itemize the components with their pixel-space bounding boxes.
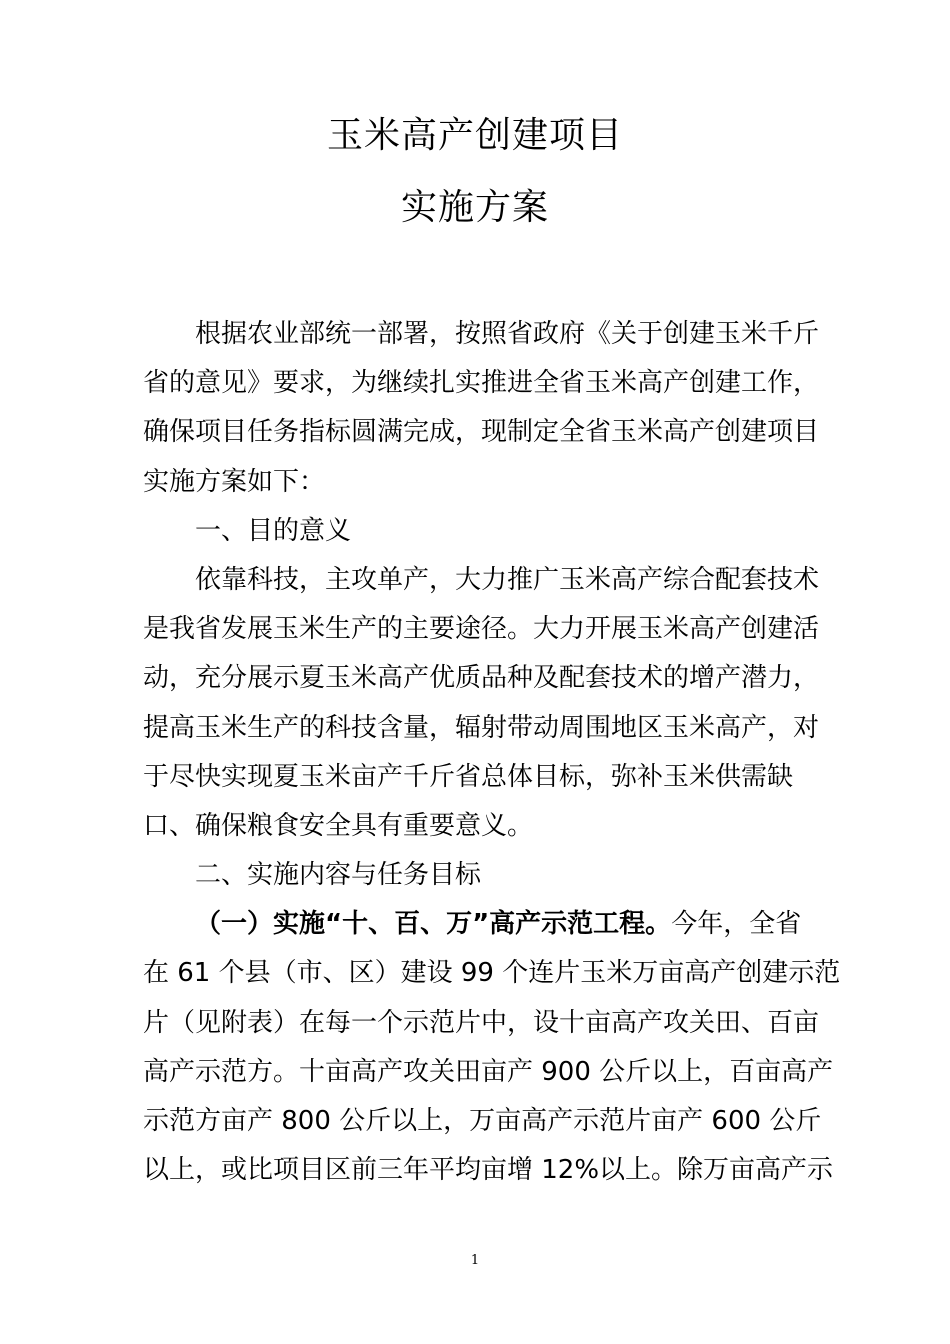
paragraph-3-line-3: 片（见附表）在每一个示范片中，设十亩高产攻关田、百亩 bbox=[143, 1007, 820, 1038]
paragraph-2-line-1: 依靠科技，主攻单产，大力推广玉米高产综合配套技术 bbox=[195, 564, 820, 595]
paragraph-2-line-5: 于尽快实现夏玉米亩产千斤省总体目标，弥补玉米供需缺 bbox=[143, 761, 794, 792]
page-number: 1 bbox=[470, 1253, 480, 1268]
paragraph-3-line-1-text: 今年，全省 bbox=[671, 909, 802, 940]
paragraph-2-line-4: 提高玉米生产的科技含量，辐射带动周围地区玉米高产，对 bbox=[143, 712, 820, 743]
section-heading-1: 一、目的意义 bbox=[195, 515, 352, 546]
document-title-line-1: 玉米高产创建项目 bbox=[326, 115, 623, 156]
paragraph-2-line-6: 口、确保粮食安全具有重要意义。 bbox=[143, 810, 534, 841]
paragraph-3-line-4: 高产示范方。十亩高产攻关田亩产 900 公斤以上，百亩高产 bbox=[143, 1056, 834, 1087]
paragraph-3-line-1 bbox=[143, 900, 807, 949]
paragraph-1-line-2: 省的意见》要求，为继续扎实推进全省玉米高产创建工作， bbox=[143, 368, 820, 399]
paragraph-2-line-2: 是我省发展玉米生产的主要途径。大力开展玉米高产创建活 bbox=[143, 614, 820, 645]
subsection-heading-1: （一）实施“十、百、万”高产示范工程。 bbox=[195, 909, 672, 940]
paragraph-2-line-3: 动，充分展示夏玉米高产优质品种及配套技术的增产潜力， bbox=[143, 663, 820, 694]
paragraph-1-line-1: 根据农业部统一部署，按照省政府《关于创建玉米千斤 bbox=[195, 319, 820, 349]
paragraph-3-line-2: 在 61 个县（市、区）建设 99 个连片玉米万亩高产创建示范 bbox=[143, 958, 841, 989]
document-title-line-2: 实施方案 bbox=[400, 187, 549, 228]
paragraph-1-line-4: 实施方案如下： bbox=[143, 466, 326, 497]
paragraph-3-line-6: 以上，或比项目区前三年平均亩增 12%以上。除万亩高产示 bbox=[143, 1155, 834, 1186]
document-body bbox=[143, 310, 841, 1195]
section-heading-2: 二、实施内容与任务目标 bbox=[195, 860, 482, 891]
paragraph-1-line-3: 确保项目任务指标圆满完成，现制定全省玉米高产创建项目 bbox=[143, 417, 820, 448]
paragraph-3-line-5: 示范方亩产 800 公斤以上，万亩高产示范片亩产 600 公斤 bbox=[143, 1106, 822, 1136]
